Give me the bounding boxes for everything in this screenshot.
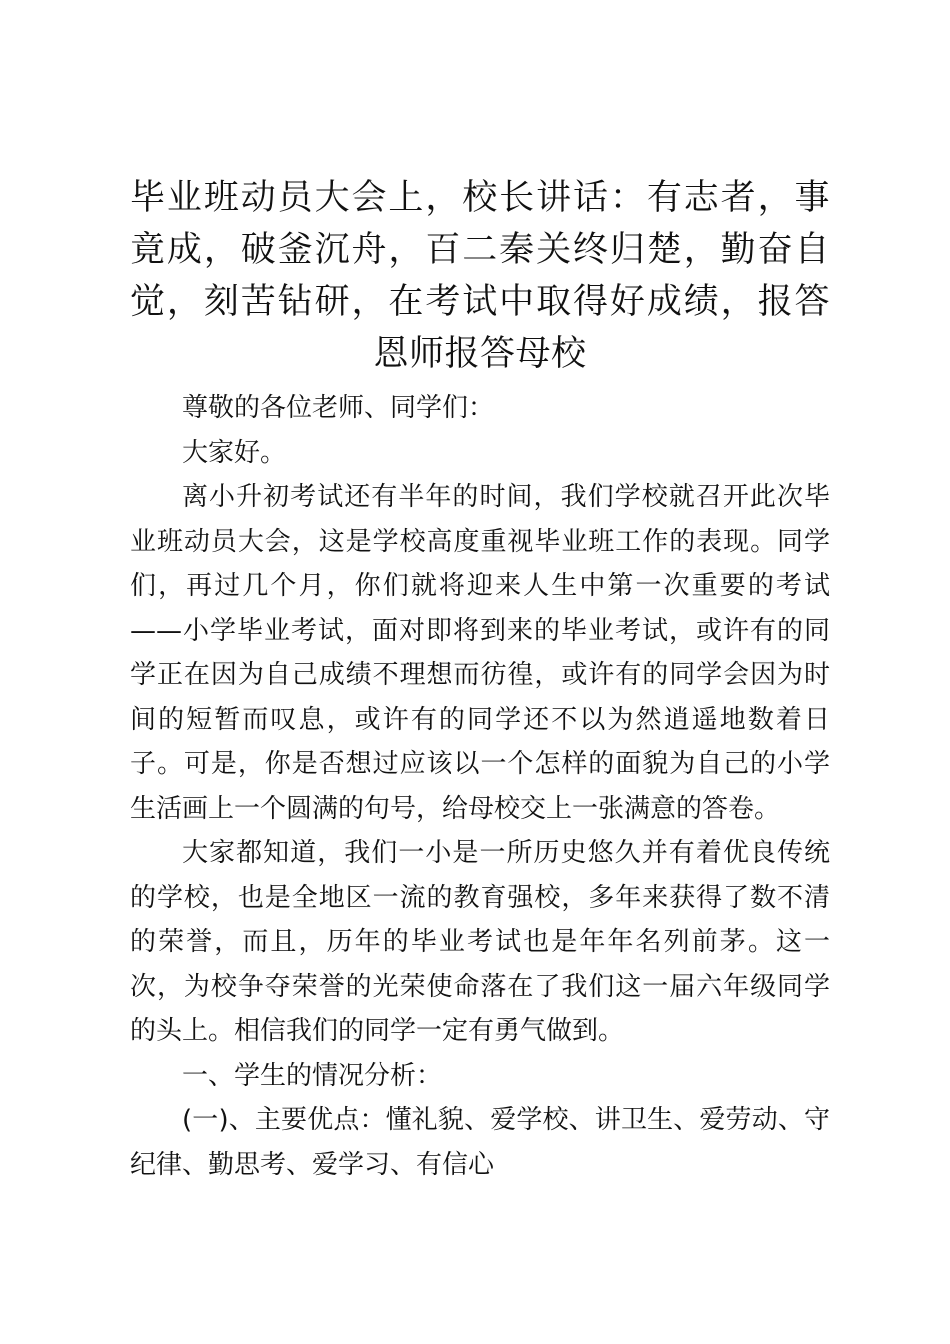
section-heading: 一、学生的情况分析： (182, 1060, 443, 1091)
body-paragraph: 大家都知道，我们一小是一所历史悠久并有着优良传统的学校，也是全地区一流的教育强校，多年来获得了数不清的荣誉，而且，历年的毕业考试也是年年名列前茅。这一次，为校争夺荣誉的光荣使命落在了我们这一届六年级同学的头上。相信我们的同学一定有勇气做到。 (130, 838, 830, 1046)
greeting-paragraph: 尊敬的各位老师、同学们： (182, 393, 495, 423)
document-body (130, 386, 830, 1187)
subsection-paragraph: (一)、主要优点：懂礼貌、爱学校、讲卫生、爱劳动、守纪律、勤思考、爱学习、有信心 (130, 1105, 830, 1180)
document-title: 毕业班动员大会上，校长讲话：有志者，事竟成，破釜沉舟，百二秦关终归楚，勤奋自觉，刻苦钻研，在考试中取得好成绩，报答恩师报答母校 (130, 178, 830, 374)
body-paragraph: 离小升初考试还有半年的时间，我们学校就召开此次毕业班动员大会，这是学校高度重视毕业班工作的表现。同学们，再过几个月，你们就将迎来人生中第一次重要的考试——小学毕业考试，面对即将到来的毕业考试，或许有的同学正在因为自己成绩不理想而彷徨，或许有的同学会因为时间的短暂而叹息，或许有的同学还不以为然逍遥地数着日子。可是，你是否想过应该以一个怎样的面貌为自己的小学生活画上一个圆满的句号，给母校交上一张满意的答卷。 (130, 482, 830, 824)
hello-paragraph: 大家好。 (182, 437, 287, 468)
document-page (130, 172, 830, 1187)
